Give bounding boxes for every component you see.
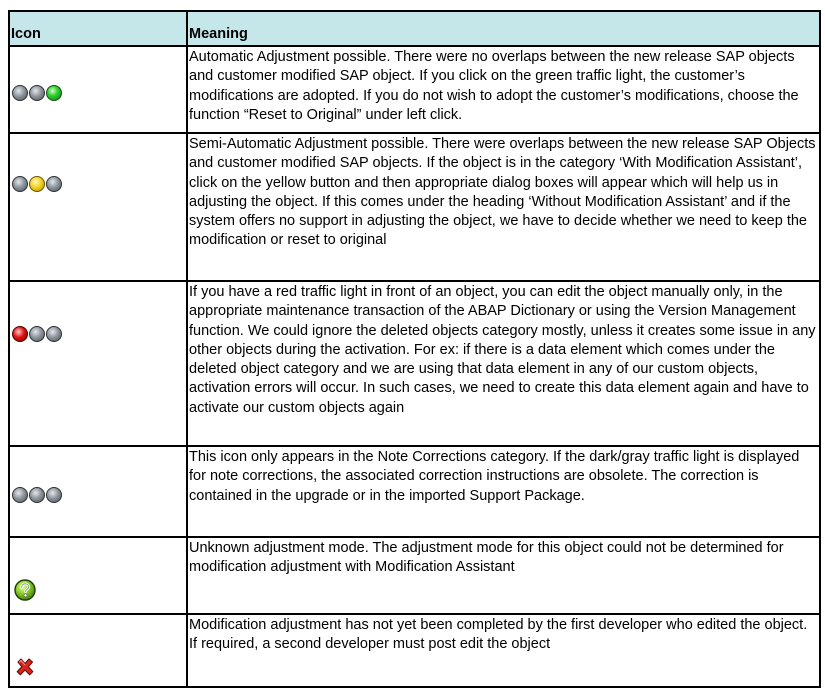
meaning-cell: If you have a red traffic light in front of an object, you can edit the object manually only, in the appropriate maintenance transaction of the ABAP Dictionary or using the Version Management function. We could ignore the deleted objects category mostly, unless it creates some issue in any other objects during the activation. For ex: if there is a data element which comes under the deleted object category and we are using that data element in any of our custom objects, activation errors will occur. In such cases, we need to create this data element again and have to activate our custom objects again: [187, 281, 820, 446]
icon-cell: [9, 281, 187, 446]
table-row: [9, 537, 820, 614]
table-row: [9, 446, 820, 537]
meaning-cell: Modification adjustment has not yet been completed by the first developer who edited the object. If required, a second developer must post edit the object: [187, 614, 820, 687]
icon-legend-table: [8, 10, 821, 688]
gray-light-icon: [12, 487, 28, 503]
gray-light-icon: [46, 326, 62, 342]
gray-traffic-light-icon: [12, 487, 62, 503]
red-traffic-light-icon: [12, 326, 62, 342]
icon-cell: [9, 133, 187, 281]
gray-light-icon: [29, 326, 45, 342]
meaning-cell: Automatic Adjustment possible. There were no overlaps between the new release SAP objects and customer modified SAP object. If you click on the green traffic light, the customer’s modifications are adopted. If you do not wish to adopt the customer’s modifications, choose the function “Reset to Original” under left click.: [187, 46, 820, 133]
green-traffic-light-icon: [12, 85, 62, 101]
table-row: [9, 133, 820, 281]
question-mark-icon: [14, 579, 36, 601]
red-light-icon: [12, 326, 28, 342]
gray-light-icon: [12, 85, 28, 101]
header-meaning: Meaning: [187, 11, 820, 46]
gray-light-icon: [46, 176, 62, 192]
icon-cell: [9, 614, 187, 687]
yellow-traffic-light-icon: [12, 176, 62, 192]
icon-cell: [9, 446, 187, 537]
gray-light-icon: [12, 176, 28, 192]
table-row: [9, 46, 820, 133]
meaning-cell: Semi-Automatic Adjustment possible. There were overlaps between the new release SAP Objects and customer modified SAP objects. If the object is in the category ‘With Modification Assistant’, click on the yellow button and then appropriate dialog boxes will appear which will help us in adjusting the object. If this comes under the heading ‘Without Modification Assistant’ and if the system offers no support in adjusting the object, we have to decide whether we need to keep the modification or reset to original: [187, 133, 820, 281]
meaning-cell: Unknown adjustment mode. The adjustment mode for this object could not be determined for modification adjustment with Modification Assistant: [187, 537, 820, 614]
green-light-icon: [46, 85, 62, 101]
icon-legend-table-container: [8, 10, 819, 688]
icon-cell: [9, 46, 187, 133]
yellow-light-icon: [29, 176, 45, 192]
gray-light-icon: [29, 85, 45, 101]
meaning-cell: This icon only appears in the Note Corrections category. If the dark/gray traffic light is displayed for note corrections, the associated correction instructions are obsolete. The correction is contained in the upgrade or in the imported Support Package.: [187, 446, 820, 537]
table-header-row: [9, 11, 820, 46]
red-x-icon: [15, 657, 35, 677]
table-row: [9, 614, 820, 687]
icon-cell: [9, 537, 187, 614]
gray-light-icon: [29, 487, 45, 503]
gray-light-icon: [46, 487, 62, 503]
table-row: [9, 281, 820, 446]
header-icon: Icon: [9, 11, 187, 46]
